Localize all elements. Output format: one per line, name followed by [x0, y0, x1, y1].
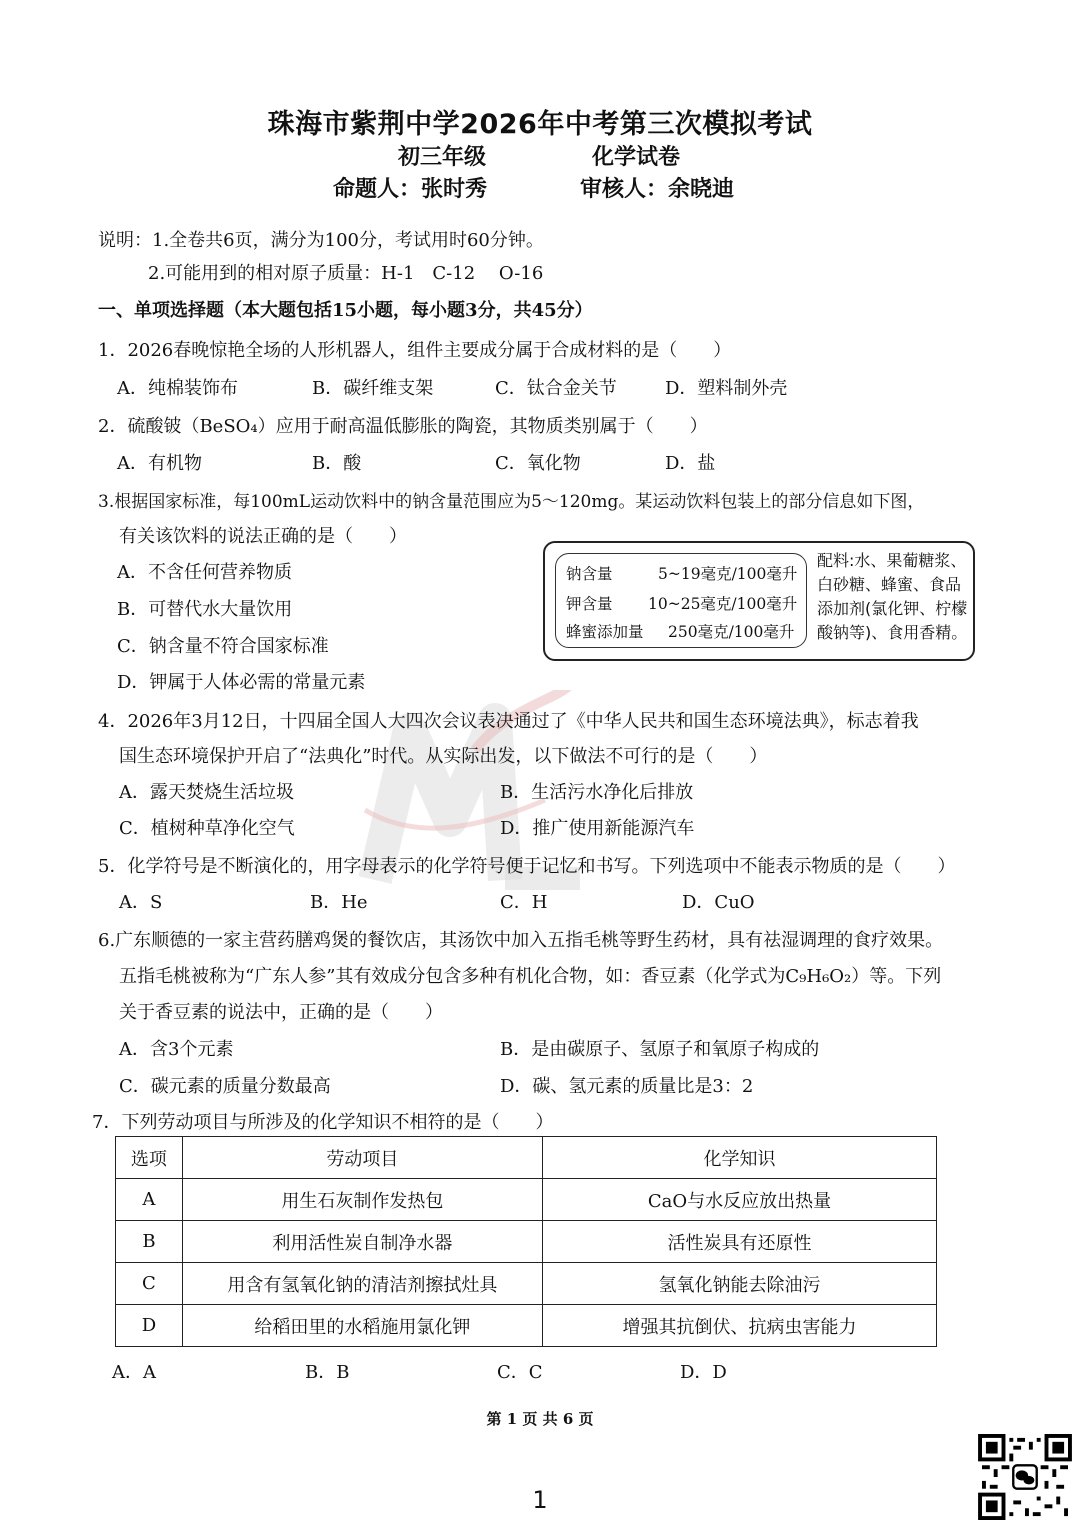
- q1-option-b[interactable]: B．碳纤维支架: [312, 378, 434, 399]
- drink-label-box: [543, 541, 975, 661]
- table-cell: 氢氧化钠能去除油污: [542, 1263, 936, 1305]
- q5-stem: 5．化学符号是不断演化的，用字母表示的化学符号便于记忆和书写。下列选项中不能表示物质的是（ ）: [98, 856, 956, 877]
- q3-option-b[interactable]: B．可替代水大量饮用: [117, 599, 293, 620]
- q7-table: [115, 1136, 937, 1347]
- q7-option-c[interactable]: C．C: [497, 1362, 543, 1383]
- section-heading: 一、单项选择题（本大题包括15小题，每小题3分，共45分）: [98, 300, 593, 321]
- q6-option-b[interactable]: B．是由碳原子、氢原子和氧原子构成的: [500, 1039, 820, 1060]
- table-cell: D: [116, 1305, 183, 1347]
- q6-option-c[interactable]: C．碳元素的质量分数最高: [119, 1076, 331, 1097]
- table-row: [116, 1179, 937, 1221]
- table-cell: 增强其抗倒伏、抗病虫害能力: [542, 1305, 936, 1347]
- page-number: 1: [532, 1486, 548, 1514]
- nutrition-row-honey: 蜂蜜添加量 250毫克/100毫升: [566, 623, 795, 641]
- nutrition-row-sodium: 钠含量 5~19毫克/100毫升: [566, 565, 798, 583]
- table-cell: 利用活性炭自制净水器: [182, 1221, 542, 1263]
- q1-stem: 1．2026春晚惊艳全场的人形机器人，组件主要成分属于合成材料的是（ ）: [98, 340, 732, 361]
- note-2: 2.可能用到的相对原子质量：H-1 C-12 O-16: [148, 263, 544, 284]
- q4-option-b[interactable]: B．生活污水净化后排放: [500, 782, 694, 803]
- q1-option-d[interactable]: D．塑料制外壳: [665, 378, 788, 399]
- q2-option-a[interactable]: A．有机物: [117, 453, 202, 474]
- q3-option-c[interactable]: C．钠含量不符合国家标准: [117, 636, 329, 657]
- q2-option-c[interactable]: C．氧化物: [495, 453, 581, 474]
- table-cell: A: [116, 1179, 183, 1221]
- nutrition-row-potassium: 钾含量 10~25毫克/100毫升: [566, 595, 798, 613]
- q4-option-a[interactable]: A．露天焚烧生活垃圾: [119, 782, 294, 803]
- table-cell: B: [116, 1221, 183, 1263]
- q7-option-a[interactable]: A．A: [112, 1362, 156, 1383]
- q5-option-c[interactable]: C．H: [500, 892, 548, 913]
- table-cell: 活性炭具有还原性: [542, 1221, 936, 1263]
- table-cell: CaO与水反应放出热量: [542, 1179, 936, 1221]
- table-row: [116, 1263, 937, 1305]
- table-row: [116, 1221, 937, 1263]
- qr-code-icon: [977, 1434, 1073, 1520]
- reviewer-label: 审核人：余晓迪: [580, 177, 735, 202]
- q6-stem-line3: 关于香豆素的说法中，正确的是（ ）: [119, 1002, 443, 1023]
- q1-option-a[interactable]: A．纯棉装饰布: [117, 378, 238, 399]
- q6-stem-line2: 五指毛桃被称为“广东人参”其有效成分包含多种有机化合物，如：香豆素（化学式为C₉H₆O₂）等。下列: [119, 966, 942, 987]
- page-footer: 第 1 页 共 6 页: [486, 1410, 594, 1428]
- table-cell: 用生石灰制作发热包: [182, 1179, 542, 1221]
- table-cell: C: [116, 1263, 183, 1305]
- note-1: 说明：1.全卷共6页，满分为100分，考试用时60分钟。: [98, 230, 544, 251]
- table-cell: 用含有氢氧化钠的清洁剂擦拭灶具: [182, 1263, 542, 1305]
- table-header-cell: 劳动项目: [182, 1137, 542, 1179]
- exam-title: 珠海市紫荆中学2026年中考第三次模拟考试: [267, 109, 813, 140]
- q2-stem: 2．硫酸铍（BeSO₄）应用于耐高温低膨胀的陶瓷，其物质类别属于（ ）: [98, 416, 708, 437]
- nutrition-box: [555, 553, 807, 648]
- q2-option-d[interactable]: D．盐: [665, 453, 716, 474]
- table-header-row: [116, 1137, 937, 1179]
- q6-option-a[interactable]: A．含3个元素: [119, 1039, 234, 1060]
- q4-option-c[interactable]: C．植树种草净化空气: [119, 818, 295, 839]
- ingredients-text: 配料:水、果葡糖浆、白砂糖、蜂蜜、食品添加剂(氯化钾、柠檬酸钠等)、食用香精。: [817, 551, 968, 642]
- q3-option-a[interactable]: A．不含任何营养物质: [117, 562, 292, 583]
- q7-option-b[interactable]: B．B: [305, 1362, 350, 1383]
- table-header-cell: 选项: [116, 1137, 183, 1179]
- table-row: [116, 1305, 937, 1347]
- q5-option-a[interactable]: A．S: [119, 892, 163, 913]
- q4-stem-line2: 国生态环境保护开启了“法典化”时代。从实际出发，以下做法不可行的是（ ）: [119, 746, 768, 767]
- q3-stem-line2: 有关该饮料的说法正确的是（ ）: [119, 526, 407, 547]
- q4-option-d[interactable]: D．推广使用新能源汽车: [500, 818, 695, 839]
- q5-option-d[interactable]: D．CuO: [682, 892, 755, 913]
- table-cell: 给稻田里的水稻施用氯化钾: [182, 1305, 542, 1347]
- q3-stem-line1: 3.根据国家标准，每100mL运动饮料中的钠含量范围应为5～120mg。某运动饮料包装上的部分信息如下图，: [98, 492, 925, 512]
- q4-stem-line1: 4．2026年3月12日，十四届全国人大四次会议表决通过了《中华人民共和国生态环境法典》，标志着我: [98, 711, 919, 732]
- subject-label: 化学试卷: [592, 145, 681, 170]
- author-label: 命题人：张时秀: [333, 177, 488, 202]
- q6-stem-line1: 6.广东顺德的一家主营药膳鸡煲的餐饮店，其汤饮中加入五指毛桃等野生药材，具有祛湿调理的食疗效果。: [98, 930, 944, 951]
- q7-option-d[interactable]: D．D: [680, 1362, 727, 1383]
- q1-option-c[interactable]: C．钛合金关节: [495, 378, 617, 399]
- q5-option-b[interactable]: B．He: [310, 892, 368, 913]
- table-header-cell: 化学知识: [542, 1137, 936, 1179]
- q3-option-d[interactable]: D．钾属于人体必需的常量元素: [117, 672, 366, 693]
- grade-label: 初三年级: [398, 145, 487, 170]
- q6-option-d[interactable]: D．碳、氢元素的质量比是3：2: [500, 1076, 754, 1097]
- q7-stem: 7．下列劳动项目与所涉及的化学知识不相符的是（ ）: [92, 1112, 554, 1133]
- q2-option-b[interactable]: B．酸: [312, 453, 362, 474]
